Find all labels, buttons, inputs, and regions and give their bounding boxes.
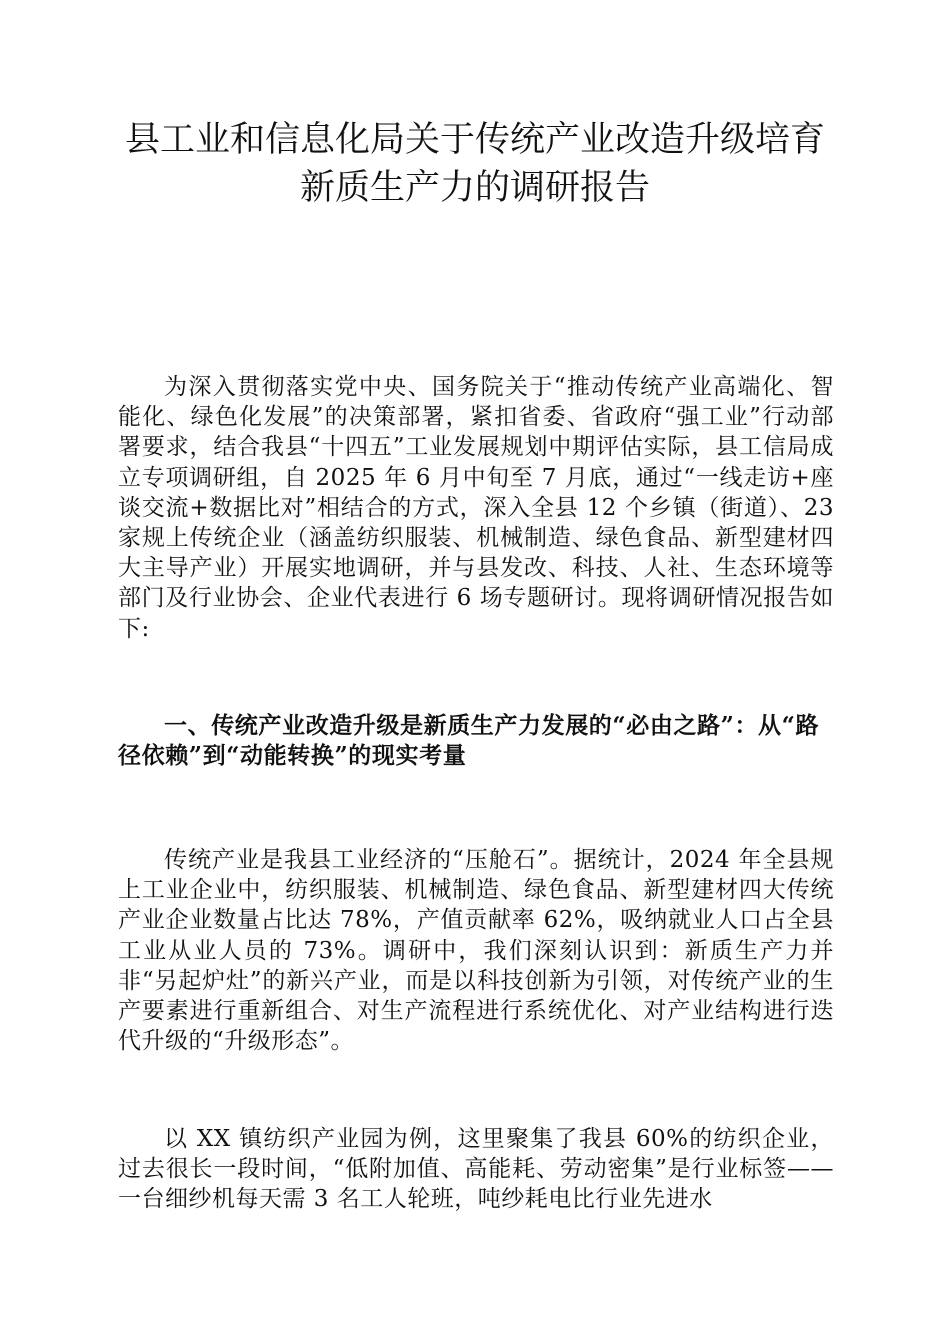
title-line-1: 县工业和信息化局关于传统产业改造升级培育 (124, 120, 825, 160)
intro-paragraph: 为深入贯彻落实党中央、国务院关于“推动传统产业高端化、智能化、绿色化发展”的决策部署，紧扣省委、省政府“强工业”行动部署要求，结合我县“十四五”工业发展规划中期评估实际，县工信局成立专项调研组，自 2025 年 6 月中旬至 7 月底，通过“一线走访+座谈交流+数据比对”相结合的方式，深入全县 12 个乡镇（街道）、23 家规上传统企业（涵盖纺织服装、机械制造、绿色食品、新型建材四大主导产业）开展实地调研，并与县发改、科技、人社、生态环境等部门及行业协会、企业代表进行 6 场专题研讨。现将调研情况报告如下: (118, 374, 834, 642)
section-1-paragraph-1: 传统产业是我县工业经济的“压舱石”。据统计，2024 年全县规上工业企业中，纺织服装、机械制造、绿色食品、新型建材四大传统产业企业数量占比达 78%，产值贡献率 62%，吸纳就业人口占全县工业从业人员的 73%。调研中，我们深刻认识到：新质生产力并非“另起炉灶”的新兴产业，而是以科技创新为引领，对传统产业的生产要素进行重新组合、对生产流程进行系统优化、对产业结构进行迭代升级的“升级形态”。 (118, 847, 834, 1055)
section-1-paragraph-2: 以 XX 镇纺织产业园为例，这里聚集了我县 60%的纺织企业，过去很长一段时间，“低附加值、高能耗、劳动密集”是行业标签——一台细纱机每天需 3 名工人轮班，吨纱耗电比行业先进水 (118, 1126, 834, 1213)
document-title (60, 116, 890, 212)
section-1-heading: 一、传统产业改造升级是新质生产力发展的“必由之路”：从“路径依赖”到“动能转换”的现实考量 (118, 712, 820, 769)
title-line-2: 新质生产力的调研报告 (299, 168, 650, 208)
